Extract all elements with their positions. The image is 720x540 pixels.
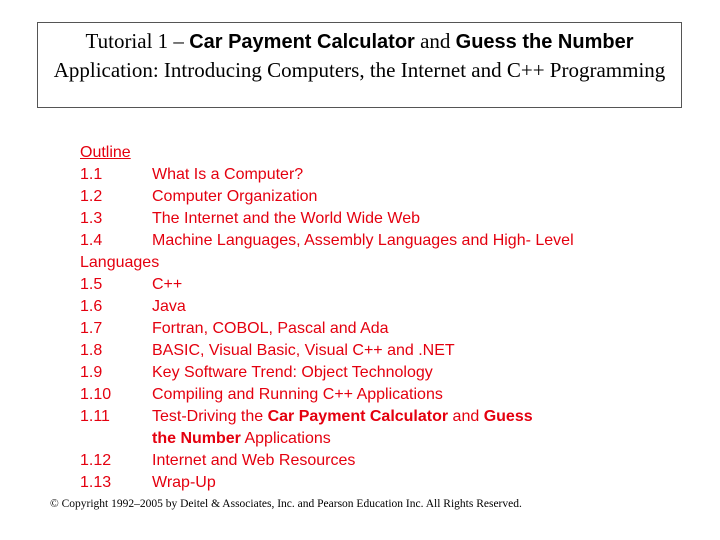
title-text-1: Tutorial 1 – (85, 29, 190, 53)
item-text: What Is a Computer? (152, 166, 304, 183)
item-text: Internet and Web Resources (152, 452, 356, 469)
outline-item (80, 186, 680, 208)
item-number: 1.7 (80, 320, 103, 337)
item-number: 1.9 (80, 364, 103, 381)
item-text (152, 406, 680, 428)
item-number: 1.11 (80, 408, 110, 425)
outline-item (80, 362, 680, 384)
item-number: 1.4 (80, 232, 103, 249)
item-text-bold: Guess (483, 408, 533, 425)
outline-item (80, 340, 680, 362)
item-text: Compiling and Running C++ Applications (152, 386, 443, 403)
item-text: BASIC, Visual Basic, Visual C++ and .NET (152, 342, 455, 359)
item-text: Machine Languages, Assembly Languages and High- Level (152, 232, 574, 249)
copyright-notice: © Copyright 1992–2005 by Deitel & Associates, Inc. and Pearson Education Inc. All Rights Reserved. (50, 498, 522, 510)
item-text: Key Software Trend: Object Technology (152, 364, 433, 381)
item-text-continuation: Languages (80, 254, 160, 271)
item-text-part: and (448, 408, 484, 425)
item-text: Wrap-Up (152, 474, 216, 491)
item-text: Java (152, 298, 186, 315)
outline-item (80, 450, 680, 472)
outline-item (80, 406, 680, 428)
outline-heading: Outline (80, 144, 131, 161)
outline-list (80, 142, 680, 494)
item-number: 1.2 (80, 188, 103, 205)
item-text: The Internet and the World Wide Web (152, 210, 420, 227)
slide-title (37, 22, 682, 108)
outline-item (80, 230, 680, 252)
outline-item (80, 296, 680, 318)
item-text: C++ (152, 276, 183, 293)
outline-item (80, 384, 680, 406)
item-text: Computer Organization (152, 188, 318, 205)
item-number: 1.13 (80, 474, 112, 491)
item-number: 1.1 (80, 166, 103, 183)
title-text-2: and (414, 29, 456, 53)
outline-item (80, 472, 680, 494)
item-number: 1.5 (80, 276, 103, 293)
outline-item (80, 274, 680, 296)
item-text-part: Test-Driving the (152, 408, 268, 425)
item-number: 1.6 (80, 298, 103, 315)
item-number: 1.12 (80, 452, 112, 469)
outline-item (80, 318, 680, 340)
title-text-3: Application: Introducing Computers, the Internet and C++ Programming (53, 58, 666, 82)
item-number: 1.3 (80, 210, 103, 227)
item-number: 1.10 (80, 386, 112, 403)
item-text: Fortran, COBOL, Pascal and Ada (152, 320, 389, 337)
item-text-part: Applications (240, 430, 331, 447)
outline-item (80, 164, 680, 186)
title-bold-2: Guess the Number (455, 31, 634, 53)
item-text-continuation (80, 428, 680, 450)
outline-item (80, 208, 680, 230)
item-number: 1.8 (80, 342, 103, 359)
title-bold-1: Car Payment Calculator (189, 31, 415, 53)
item-text-bold: Car Payment Calculator (267, 408, 449, 425)
item-text-bold: the Number (152, 430, 241, 447)
